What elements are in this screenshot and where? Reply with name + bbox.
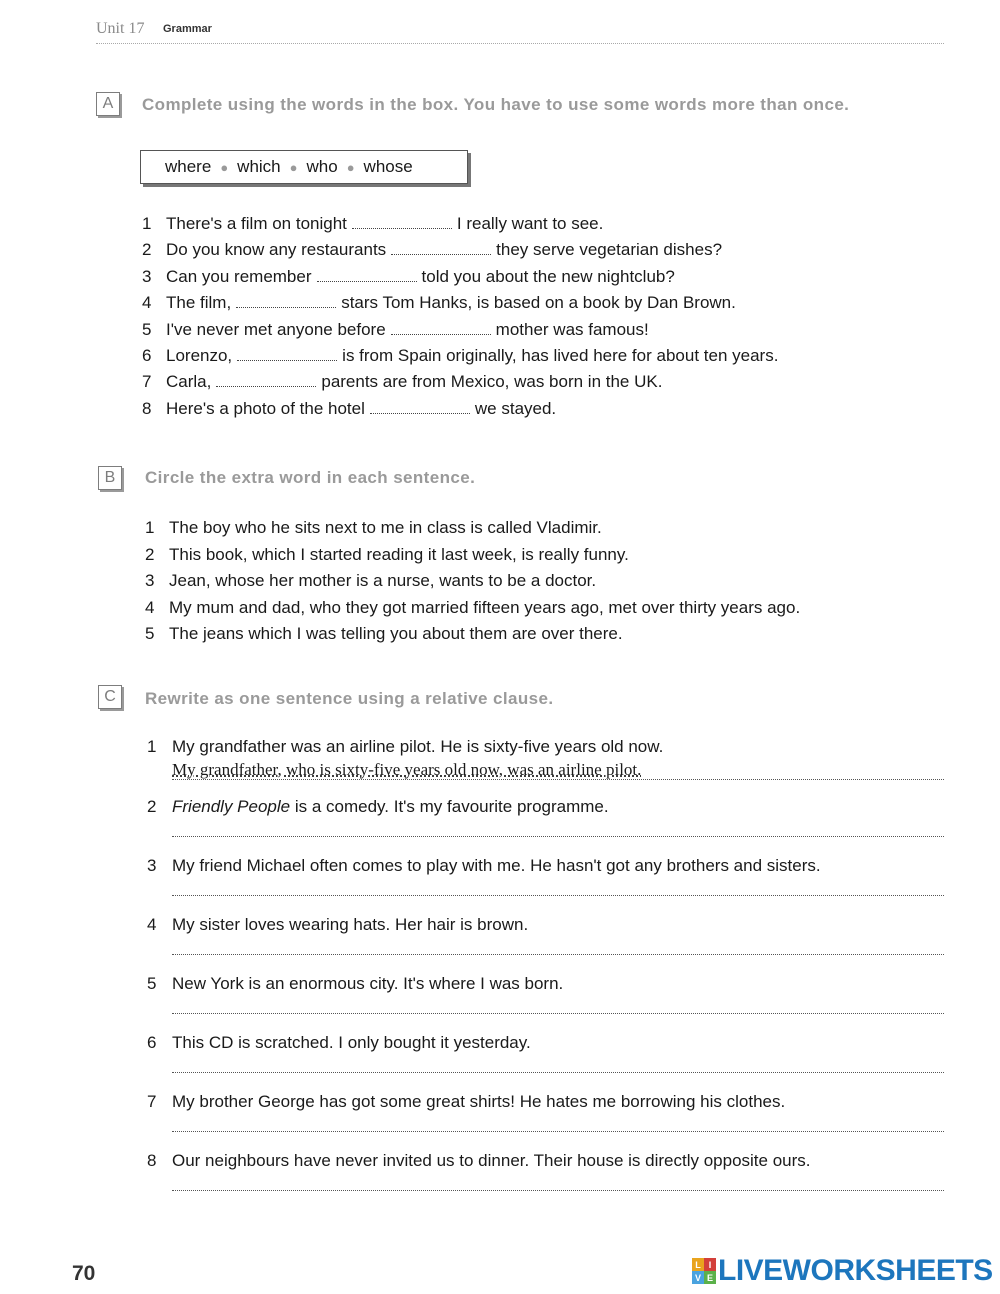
answer-line[interactable] bbox=[172, 1072, 944, 1073]
item-text-rest: is a comedy. It's my favourite programme. bbox=[290, 797, 609, 816]
list-item bbox=[142, 346, 778, 372]
section-a-list bbox=[142, 214, 778, 425]
header-divider bbox=[96, 43, 944, 44]
list-item bbox=[142, 293, 778, 319]
item-text: My sister loves wearing hats. Her hair is brown. bbox=[172, 915, 529, 934]
programme-title: Friendly People bbox=[172, 797, 291, 816]
page-number: 70 bbox=[72, 1262, 96, 1285]
list-item bbox=[142, 399, 778, 425]
blank-field[interactable] bbox=[236, 295, 336, 308]
item-text-after: we stayed. bbox=[474, 398, 557, 418]
list-item bbox=[145, 571, 800, 598]
item-number: 2 bbox=[147, 797, 157, 816]
item-number: 2 bbox=[142, 240, 152, 260]
answer-line[interactable] bbox=[172, 779, 944, 780]
logo-mark-cell: L bbox=[692, 1258, 704, 1271]
logo-mark-cell: I bbox=[704, 1258, 716, 1271]
item-text-after: parents are from Mexico, was born in the UK. bbox=[321, 372, 663, 392]
blank-field[interactable] bbox=[237, 348, 337, 361]
blank-field[interactable] bbox=[391, 322, 491, 335]
item-number: 4 bbox=[145, 597, 155, 617]
item-number: 6 bbox=[142, 345, 152, 365]
blank-field[interactable] bbox=[317, 269, 417, 282]
item-number: 1 bbox=[147, 737, 157, 756]
section-b-letter: B bbox=[98, 466, 122, 490]
liveworksheets-logo[interactable] bbox=[692, 1254, 993, 1288]
blank-field[interactable] bbox=[370, 401, 470, 414]
item-text bbox=[172, 797, 609, 817]
item-number: 5 bbox=[142, 319, 152, 339]
answer-line[interactable] bbox=[172, 1190, 944, 1191]
list-item bbox=[142, 267, 778, 293]
section-b-list bbox=[145, 518, 800, 651]
example-answer: My grandfather, who is sixty-five years old now, was an airline pilot. bbox=[172, 760, 642, 779]
item-text-before: Here's a photo of the hotel bbox=[166, 398, 365, 418]
item-text[interactable]: This book, which I started reading it last week, is really funny. bbox=[169, 544, 629, 564]
list-item bbox=[145, 518, 800, 545]
bullet-icon: ● bbox=[220, 159, 229, 175]
item-text: My brother George has got some great shirts! He hates me borrowing his clothes. bbox=[172, 1092, 786, 1111]
item-text-after: mother was famous! bbox=[495, 319, 649, 339]
item-text bbox=[166, 372, 662, 398]
unit-label: Unit 17 bbox=[96, 20, 145, 37]
logo-mark-cell: V bbox=[692, 1271, 704, 1284]
item-text: My grandfather was an airline pilot. He is sixty-five years old now. bbox=[172, 737, 664, 756]
list-item bbox=[145, 545, 800, 572]
item-number: 4 bbox=[142, 293, 152, 313]
word-box-word: whose bbox=[363, 157, 413, 176]
answer-line[interactable] bbox=[172, 895, 944, 896]
logo-text: LIVEWORKSHEETS bbox=[718, 1254, 993, 1287]
item-text bbox=[166, 346, 778, 372]
blank-field[interactable] bbox=[391, 242, 491, 255]
item-text: My friend Michael often comes to play with me. He hasn't got any brothers and sisters. bbox=[172, 856, 821, 875]
item-number: 8 bbox=[142, 398, 152, 418]
item-text: New York is an enormous city. It's where I was born. bbox=[172, 974, 564, 993]
list-item bbox=[145, 624, 800, 651]
item-text bbox=[166, 240, 722, 266]
item-text bbox=[166, 320, 649, 346]
item-number: 2 bbox=[145, 544, 155, 564]
item-text bbox=[166, 399, 556, 425]
item-text-after: is from Spain originally, has lived here for about ten years. bbox=[342, 345, 779, 365]
word-box-word: which bbox=[237, 157, 281, 176]
bullet-icon: ● bbox=[289, 159, 298, 175]
item-number: 3 bbox=[145, 571, 155, 590]
item-text[interactable]: My mum and dad, who they got married fifteen years ago, met over thirty years ago. bbox=[169, 597, 801, 617]
item-text-after: told you about the new nightclub? bbox=[421, 266, 675, 286]
item-number: 5 bbox=[147, 974, 157, 993]
item-text-before: Can you remember bbox=[166, 266, 312, 286]
item-number: 7 bbox=[142, 372, 152, 392]
item-text bbox=[166, 293, 736, 319]
blank-field[interactable] bbox=[352, 216, 452, 229]
list-item bbox=[142, 372, 778, 398]
item-text bbox=[166, 267, 675, 293]
item-number: 6 bbox=[147, 1033, 157, 1052]
word-box bbox=[140, 150, 468, 184]
item-text[interactable]: The jeans which I was telling you about them are over there. bbox=[169, 624, 623, 643]
word-box-word: who bbox=[306, 157, 338, 176]
logo-mark-cell: E bbox=[704, 1271, 716, 1284]
logo-mark-icon bbox=[692, 1258, 716, 1284]
item-text-before: The film, bbox=[166, 293, 232, 313]
item-text[interactable]: The boy who he sits next to me in class is called Vladimir. bbox=[169, 518, 602, 537]
word-box-word: where bbox=[165, 157, 212, 176]
bullet-icon: ● bbox=[346, 159, 355, 175]
blank-field[interactable] bbox=[216, 374, 316, 387]
item-text-after: they serve vegetarian dishes? bbox=[496, 240, 723, 260]
item-number: 1 bbox=[145, 518, 155, 537]
answer-line[interactable] bbox=[172, 954, 944, 955]
list-item bbox=[145, 598, 800, 625]
item-text-before: Carla, bbox=[166, 372, 212, 392]
item-text bbox=[166, 214, 603, 240]
item-number: 1 bbox=[142, 214, 152, 233]
item-text: This CD is scratched. I only bought it yesterday. bbox=[172, 1033, 531, 1052]
section-b-instruction: Circle the extra word in each sentence. bbox=[145, 468, 476, 487]
item-text: Our neighbours have never invited us to dinner. Their house is directly opposite ours. bbox=[172, 1151, 811, 1170]
section-a-instruction: Complete using the words in the box. You have to use some words more than once. bbox=[142, 95, 850, 114]
item-number: 8 bbox=[147, 1151, 157, 1170]
item-text-after: I really want to see. bbox=[456, 214, 604, 233]
section-label: Grammar bbox=[163, 23, 212, 35]
answer-line[interactable] bbox=[172, 1013, 944, 1014]
item-text-before: Lorenzo, bbox=[166, 345, 233, 365]
item-text[interactable]: Jean, whose her mother is a nurse, wants to be a doctor. bbox=[169, 571, 597, 590]
item-text-after: stars Tom Hanks, is based on a book by Dan Brown. bbox=[341, 293, 736, 313]
item-text-before: There's a film on tonight bbox=[166, 214, 347, 233]
item-number: 4 bbox=[147, 915, 157, 934]
answer-line[interactable] bbox=[172, 836, 944, 837]
item-number: 3 bbox=[142, 266, 152, 286]
item-number: 7 bbox=[147, 1092, 157, 1111]
section-a-letter: A bbox=[96, 92, 120, 116]
section-c-letter: C bbox=[98, 685, 122, 709]
item-number: 3 bbox=[147, 856, 157, 875]
item-number: 5 bbox=[145, 624, 155, 643]
list-item bbox=[142, 240, 778, 266]
section-c-instruction: Rewrite as one sentence using a relative clause. bbox=[145, 689, 554, 708]
item-text-before: I've never met anyone before bbox=[166, 319, 386, 339]
answer-line[interactable] bbox=[172, 1131, 944, 1132]
list-item bbox=[142, 214, 778, 240]
list-item bbox=[142, 320, 778, 346]
item-text-before: Do you know any restaurants bbox=[166, 240, 387, 260]
